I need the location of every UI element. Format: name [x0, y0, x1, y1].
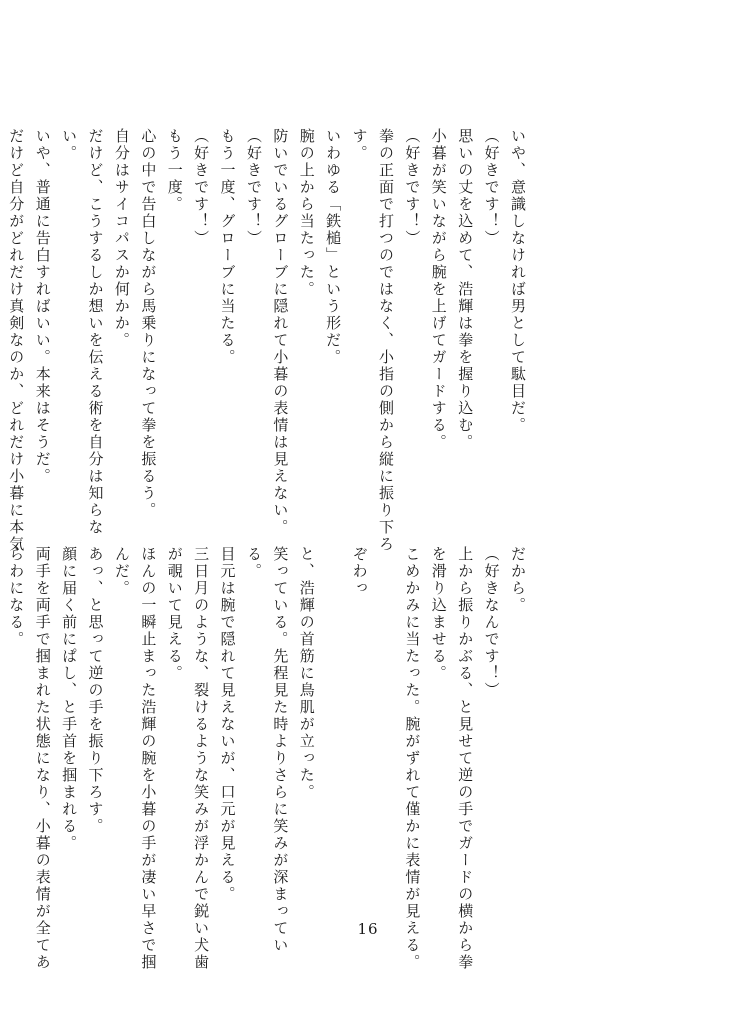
text-line: 防いでいるグローブに隠れて小暮の表情は見えない。 — [271, 128, 290, 536]
text-line: 両手を両手で掴まれた状態になり、小暮の表情が全てあ — [33, 546, 52, 971]
text-line: （好きです！） — [482, 128, 501, 247]
upper-text-block — [0, 128, 531, 553]
text-line: （好きなんです！） — [482, 546, 501, 699]
text-line: （好きです！） — [403, 128, 422, 247]
text-line: を滑り込ませる。 — [429, 546, 448, 682]
text-line: もう一度。 — [165, 128, 184, 213]
text-line: いわゆる「鉄槌」という形だ。 — [324, 128, 343, 366]
text-line: もう一度、グローブに当たる。 — [218, 128, 237, 366]
text-line: る。 — [244, 546, 263, 580]
text-line: が覗いて見える。 — [165, 546, 184, 682]
text-line: い。 — [60, 128, 79, 162]
text-line: ぞわっ — [350, 546, 369, 597]
text-line: 上から振りかぶる、と見せて逆の手でガードの横から拳 — [456, 546, 475, 971]
text-line: 思いの丈を込めて、浩輝は拳を握り込む。 — [456, 128, 475, 451]
text-line: （好きです！） — [192, 128, 211, 247]
text-line: らわになる。 — [7, 546, 26, 648]
text-line: ほんの一瞬止まった浩輝の腕を小暮の手が凄い早さで掴 — [139, 546, 158, 971]
text-line: だけど、こうするしか想いを伝える術を自分は知らな — [86, 128, 105, 536]
text-line: （好きです！） — [244, 128, 263, 247]
text-line: 顔に届く前にぱし、と手首を掴まれる。 — [60, 546, 79, 852]
text-line: だけど自分がどれだけ真剣なのか、どれだけ小暮に本気 — [7, 128, 26, 553]
text-line: 腕の上から当たった。 — [297, 128, 316, 298]
text-line: あっ、と思って逆の手を振り下ろす。 — [86, 546, 105, 835]
text-line: んだ。 — [112, 546, 131, 597]
text-line: 小暮が笑いながら腕を上げてガードする。 — [429, 128, 448, 451]
text-line: 自分はサイコパスか何かか。 — [112, 128, 131, 349]
text-line — [0, 546, 3, 916]
text-line: こめかみに当たった。腕がずれて僅かに表情が見える。 — [403, 546, 422, 971]
text-line: 心の中で告白しながら馬乗りになって拳を振るう。 — [139, 128, 158, 519]
text-line: す。 — [350, 128, 369, 162]
text-line: と、浩輝の首筋に鳥肌が立った。 — [297, 546, 316, 801]
page-number: 16 — [357, 920, 379, 938]
text-line: 拳の正面で打つのではなく、小指の側から縦に振り下ろ — [376, 128, 395, 553]
text-line: 笑っている。先程見た時よりさらに笑みが深まってい — [271, 546, 290, 954]
text-line: だから。 — [509, 546, 527, 614]
text-line: いや、意識しなければ男として駄目だ。 — [509, 128, 527, 434]
text-line: 目元は腕で隠れて見えないが、口元が見える。 — [218, 546, 237, 903]
text-line: 三日月のような、裂けるような笑みが浮かんで鋭い犬歯 — [192, 546, 211, 971]
text-line: いや、普通に告白すればいい。本来はそうだ。 — [33, 128, 52, 485]
